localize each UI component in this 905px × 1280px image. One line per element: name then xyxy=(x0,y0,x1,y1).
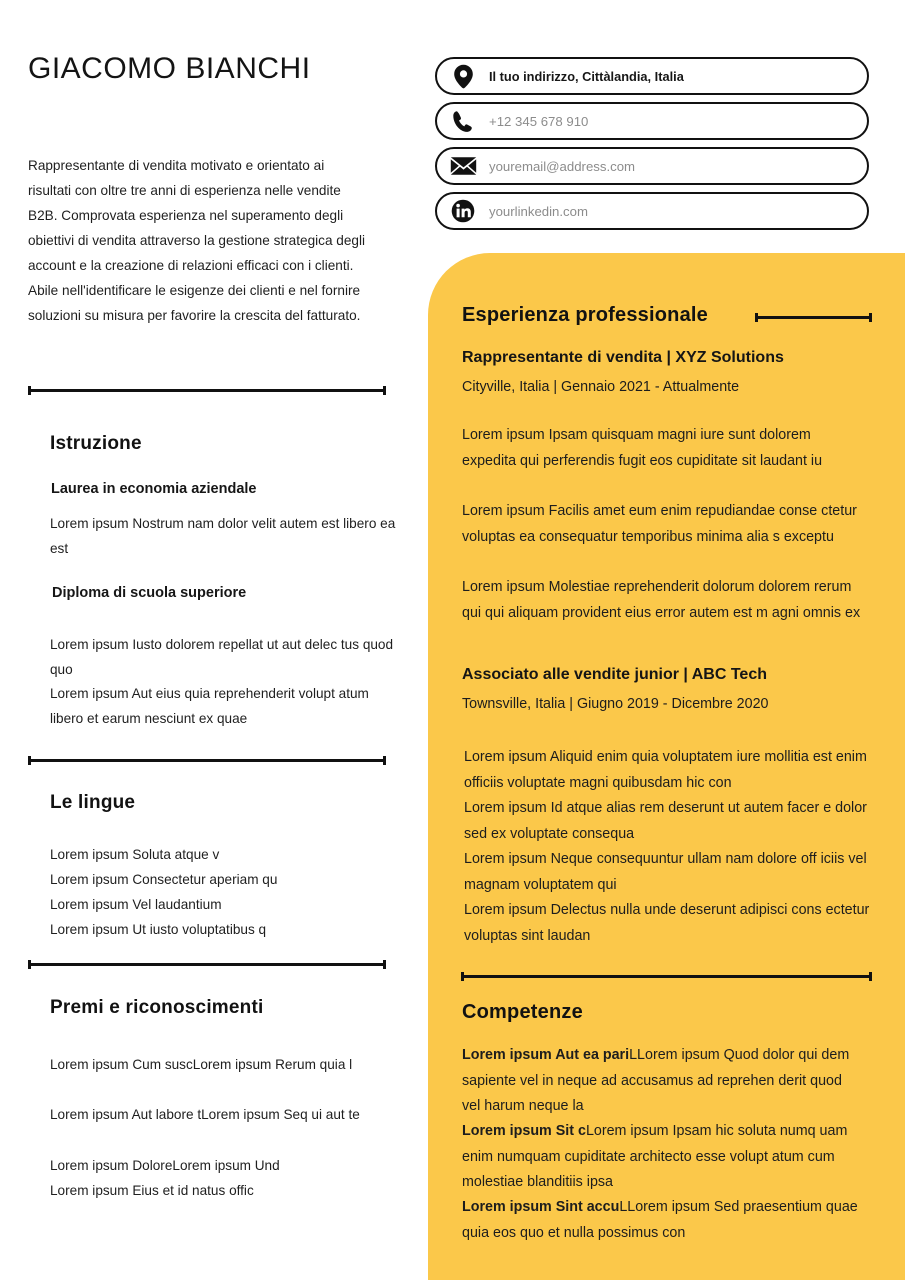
contact-value-phone: +12 345 678 910 xyxy=(489,113,589,129)
language-item-2: Lorem ipsum Consectetur aperiam qu xyxy=(50,872,278,887)
award-item-3: Lorem ipsum DoloreLorem ipsum Und xyxy=(50,1158,280,1173)
divider-cap-right xyxy=(383,756,386,765)
skill-item-1-rest: LLorem ipsum Quod dolor qui dem sapiente vel in neque ad accusamus ad reprehen derit quod vel harum neque la xyxy=(462,1047,850,1114)
award-item-4: Lorem ipsum Eius et id natus offic xyxy=(50,1183,254,1198)
divider-bar xyxy=(28,389,386,392)
section-heading-awards: Premi e riconoscimenti xyxy=(50,997,264,1018)
job-bullet-1-2: Lorem ipsum Facilis amet eum enim repudiandae conse ctetur voluptas ea consequatur temporibus minima alia s exceptu xyxy=(462,503,857,545)
skill-item-3 xyxy=(462,1195,862,1246)
job-bullet-2-3: Lorem ipsum Neque consequuntur ullam nam dolore off iciis vel magnam voluptatem qui xyxy=(464,851,867,893)
contact-item-email[interactable] xyxy=(435,147,869,185)
divider-above-skills xyxy=(461,972,872,981)
skill-item-1-bold: Lorem ipsum Aut ea pari xyxy=(462,1047,630,1063)
job-bullet-1-1: Lorem ipsum Ipsam quisquam magni iure sunt dolorem expedita qui perferendis fugit eos cupiditate sit laudant iu xyxy=(462,427,823,469)
job-bullet-1-3: Lorem ipsum Molestiae reprehenderit dolorum dolorem rerum qui qui aliquam provident eius error autem est m agni omnis ex xyxy=(462,579,861,621)
divider-cap-right xyxy=(869,313,872,322)
professional-summary: Rappresentante di vendita motivato e orientato ai risultati con oltre tre anni di esperienza nelle vendite B2B. Comprovata esperienza nel superamento degli obiettivi di vendita attraverso la gestione strategica degli account e la creazione di relazioni efficaci con i clienti. Abile nell'identificare le esigenze dei clienti e nel fornire soluzioni su misura per favorire la crescita del fatturato. xyxy=(28,158,366,323)
divider-cap-right xyxy=(869,972,872,981)
divider-bar xyxy=(461,975,872,978)
contact-value-address: Il tuo indirizzo, Cittàlandia, Italia xyxy=(489,68,684,84)
divider-beside-experience-heading xyxy=(755,313,872,322)
section-heading-experience: Esperienza professionale xyxy=(462,304,709,326)
education-degree-1: Laurea in economia aziendale xyxy=(51,481,257,497)
skill-item-2-bold: Lorem ipsum Sit c xyxy=(462,1123,586,1139)
divider-above-languages xyxy=(28,756,386,765)
contact-value-email: youremail@address.com xyxy=(489,158,636,174)
section-heading-education: Istruzione xyxy=(50,433,142,454)
divider-cap-right xyxy=(383,386,386,395)
envelope-icon xyxy=(437,156,489,176)
job-bullet-2-4: Lorem ipsum Delectus nulla unde deserunt adipisci cons ectetur voluptas sint laudan xyxy=(464,902,870,944)
job-title-2: Associato alle vendite junior | ABC Tech xyxy=(462,666,767,683)
location-pin-icon xyxy=(437,64,489,89)
job-bullet-2-1: Lorem ipsum Aliquid enim quia voluptatem iure mollitia est enim officiis voluptate magni quibusdam hic con xyxy=(464,749,867,791)
skill-item-3-bold: Lorem ipsum Sint accu xyxy=(462,1199,620,1215)
page-title: GIACOMO BIANCHI xyxy=(28,52,311,85)
divider-above-education xyxy=(28,386,386,395)
divider-bar xyxy=(755,316,872,319)
language-item-4: Lorem ipsum Ut iusto voluptatibus q xyxy=(50,922,267,937)
job-meta-1: Cityville, Italia | Gennaio 2021 - Attualmente xyxy=(462,379,740,395)
phone-icon xyxy=(437,110,489,133)
left-column xyxy=(0,0,430,1280)
award-item-1: Lorem ipsum Cum suscLorem ipsum Rerum quia l xyxy=(50,1057,353,1072)
section-heading-languages: Le lingue xyxy=(50,792,136,813)
divider-cap-right xyxy=(383,960,386,969)
language-item-3: Lorem ipsum Vel laudantium xyxy=(50,897,222,912)
contact-value-linkedin: yourlinkedin.com xyxy=(489,203,588,219)
experience-panel xyxy=(428,253,905,1280)
education-details-2b: Lorem ipsum Aut eius quia reprehenderit volupt atum libero et earum nesciunt ex quae xyxy=(50,686,369,726)
skill-item-1 xyxy=(462,1043,862,1120)
education-details-1: Lorem ipsum Nostrum nam dolor velit autem est libero ea est xyxy=(50,516,396,556)
language-item-1: Lorem ipsum Soluta atque v xyxy=(50,847,220,862)
linkedin-icon xyxy=(437,199,489,223)
contact-item-phone[interactable] xyxy=(435,102,869,140)
job-meta-2: Townsville, Italia | Giugno 2019 - Dicembre 2020 xyxy=(462,696,769,712)
job-title-1: Rappresentante di vendita | XYZ Solutions xyxy=(462,349,784,366)
job-bullet-2-2: Lorem ipsum Id atque alias rem deserunt ut autem facer e dolor sed ex voluptate consequa xyxy=(464,800,867,842)
section-heading-skills: Competenze xyxy=(462,1001,583,1023)
education-details-2a: Lorem ipsum Iusto dolorem repellat ut aut delec tus quod quo xyxy=(50,637,394,677)
divider-bar xyxy=(28,759,386,762)
divider-above-awards xyxy=(28,960,386,969)
divider-bar xyxy=(28,963,386,966)
award-item-2: Lorem ipsum Aut labore tLorem ipsum Seq ui aut te xyxy=(50,1107,360,1122)
skill-item-2-rest: Lorem ipsum Ipsam hic soluta numq uam enim numquam cupiditate architecto esse volupt atum cum molestiae blanditiis ipsa xyxy=(462,1123,848,1190)
contact-item-address[interactable] xyxy=(435,57,869,95)
skill-item-2 xyxy=(462,1119,862,1196)
skill-item-3-rest: LLorem ipsum Sed praesentium quae quia eos quo et nulla possimus con xyxy=(462,1199,858,1241)
education-degree-2: Diploma di scuola superiore xyxy=(52,585,247,601)
contact-list xyxy=(435,57,869,237)
contact-item-linkedin[interactable] xyxy=(435,192,869,230)
